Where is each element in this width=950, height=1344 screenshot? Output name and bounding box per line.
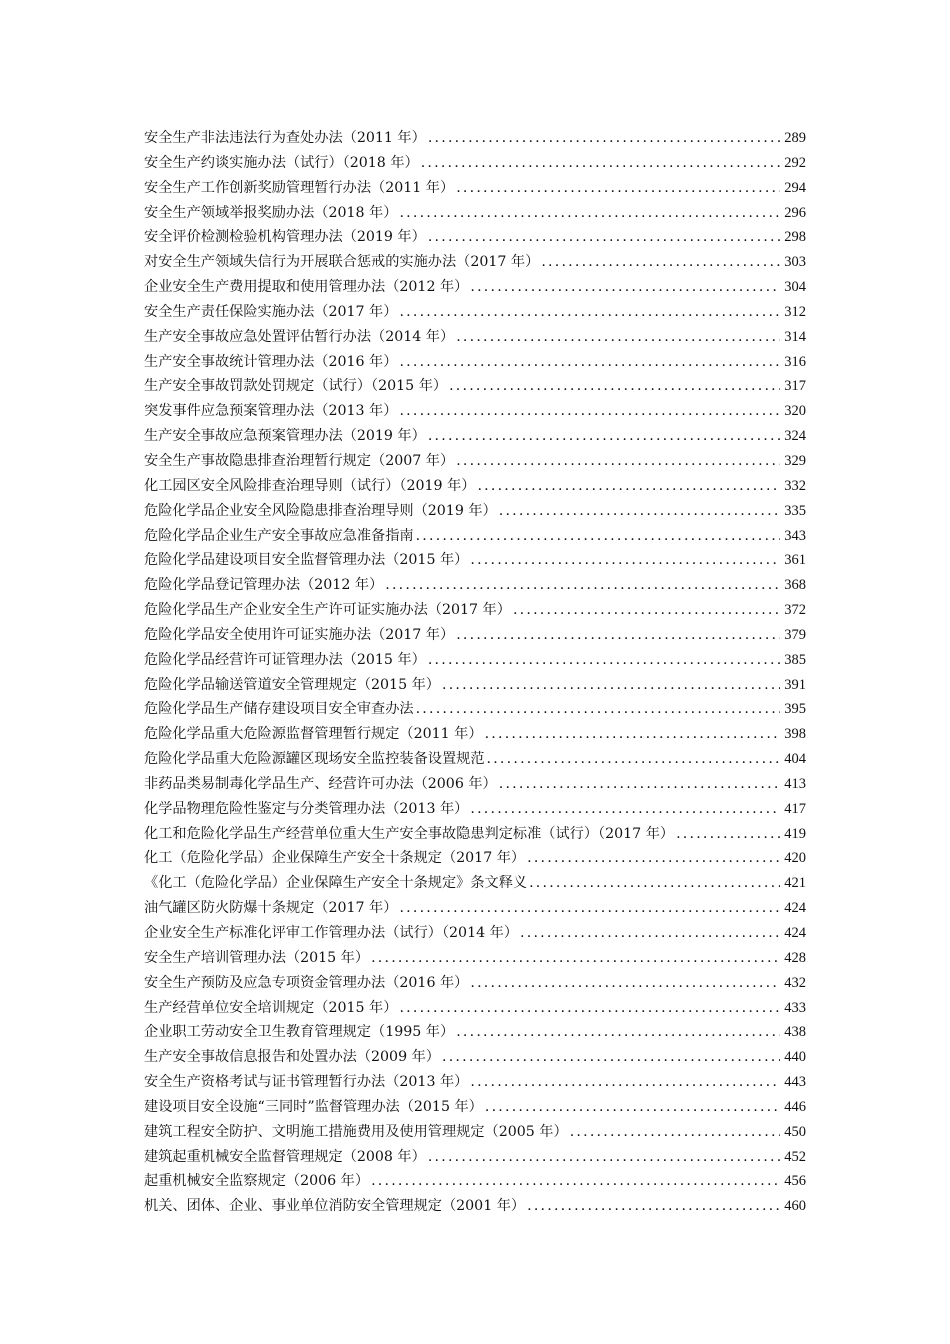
toc-entry-title: 危险化学品重大危险源监督管理暂行规定（2011 年） [144, 726, 483, 743]
toc-entry-page-number: 294 [784, 179, 806, 196]
toc-leader-dots [527, 871, 780, 896]
toc-leader-dots [369, 946, 780, 971]
toc-leader-dots [440, 1045, 780, 1070]
toc-entry[interactable] [144, 201, 806, 226]
toc-leader-dots [454, 176, 780, 201]
toc-entry-title: 安全生产事故隐患排查治理暂行规定（2007 年） [144, 452, 455, 469]
toc-entry[interactable] [144, 797, 806, 822]
toc-entry[interactable] [144, 524, 806, 549]
toc-entry[interactable] [144, 747, 806, 772]
toc-entry-page-number: 379 [784, 626, 806, 643]
toc-entry-page-number: 312 [784, 303, 806, 320]
toc-entry-title: 危险化学品企业生产安全事故应急准备指南 [144, 527, 414, 544]
toc-entry-page-number: 304 [784, 279, 806, 296]
toc-entry[interactable] [144, 697, 806, 722]
toc-entry-page-number: 324 [784, 428, 806, 445]
toc-leader-dots [525, 846, 780, 871]
toc-entry[interactable] [144, 971, 806, 996]
toc-entry[interactable] [144, 1045, 806, 1070]
toc-entry-page-number: 420 [784, 850, 806, 867]
toc-entry-page-number: 372 [784, 602, 806, 619]
toc-leader-dots [475, 474, 780, 499]
toc-leader-dots [440, 673, 780, 698]
toc-entry-page-number: 332 [784, 477, 806, 494]
toc-entry-title: 《化工（危险化学品）企业保障生产安全十条规定》条文释义 [144, 875, 528, 892]
toc-entry[interactable] [144, 648, 806, 673]
toc-entry[interactable] [144, 449, 806, 474]
toc-entry-title: 安全生产工作创新奖励管理暂行办法（2011 年） [144, 179, 455, 196]
toc-entry-page-number: 395 [784, 701, 806, 718]
toc-entry-title: 安全生产领域举报奖励办法（2018 年） [144, 204, 398, 221]
toc-entry-page-number: 417 [784, 800, 806, 817]
toc-entry-title: 生产安全事故应急预案管理办法（2019 年） [144, 428, 426, 445]
toc-entry-title: 危险化学品重大危险源罐区现场安全监控装备设置规范 [144, 751, 485, 768]
toc-entry[interactable] [144, 573, 806, 598]
toc-leader-dots [397, 896, 780, 921]
toc-entry-page-number: 438 [784, 1024, 806, 1041]
toc-entry[interactable] [144, 921, 806, 946]
toc-entry-title: 安全生产非法违法行为查处办法（2011 年） [144, 130, 426, 146]
toc-entry[interactable] [144, 1194, 806, 1219]
toc-entry[interactable] [144, 772, 806, 797]
toc-entry-title: 化工园区安全风险排查治理导则（试行）（2019 年） [144, 477, 476, 494]
toc-entry-title: 对安全生产领域失信行为开展联合惩戒的实施办法（2017 年） [144, 254, 540, 271]
toc-entry[interactable] [144, 598, 806, 623]
toc-entry-page-number: 296 [784, 204, 806, 221]
table-of-contents [144, 126, 806, 1219]
toc-entry[interactable] [144, 1020, 806, 1045]
toc-entry-page-number: 413 [784, 775, 806, 792]
toc-leader-dots [426, 126, 780, 151]
toc-entry-page-number: 343 [784, 527, 806, 544]
toc-entry-title: 起重机械安全监察规定（2006 年） [144, 1173, 370, 1190]
toc-entry-title: 安全生产资格考试与证书管理暂行办法（2013 年） [144, 1074, 469, 1091]
toc-leader-dots [468, 971, 780, 996]
toc-entry[interactable] [144, 374, 806, 399]
toc-leader-dots [539, 250, 780, 275]
toc-entry[interactable] [144, 399, 806, 424]
toc-entry[interactable] [144, 499, 806, 524]
toc-entry[interactable] [144, 176, 806, 201]
toc-entry-title: 化学品物理危险性鉴定与分类管理办法（2013 年） [144, 800, 469, 817]
toc-entry[interactable] [144, 822, 806, 847]
toc-leader-dots [468, 275, 780, 300]
toc-entry-page-number: 303 [784, 254, 806, 271]
toc-entry[interactable] [144, 424, 806, 449]
toc-entry[interactable] [144, 946, 806, 971]
toc-leader-dots [426, 424, 780, 449]
toc-entry[interactable] [144, 548, 806, 573]
toc-entry-page-number: 432 [784, 974, 806, 991]
toc-entry-page-number: 424 [784, 900, 806, 917]
toc-entry-title: 机关、团体、企业、事业单位消防安全管理规定（2001 年） [144, 1198, 526, 1215]
toc-leader-dots [369, 1169, 780, 1194]
toc-leader-dots [454, 449, 780, 474]
toc-leader-dots [525, 1194, 780, 1219]
toc-leader-dots [483, 722, 780, 747]
toc-entry-title: 突发事件应急预案管理办法（2013 年） [144, 403, 398, 420]
toc-leader-dots [497, 772, 780, 797]
toc-entry-title: 建筑工程安全防护、文明施工措施费用及使用管理规定（2005 年） [144, 1123, 568, 1140]
toc-entry-title: 生产安全事故信息报告和处置办法（2009 年） [144, 1049, 440, 1066]
toc-entry[interactable] [144, 250, 806, 275]
toc-entry[interactable] [144, 1145, 806, 1170]
toc-entry-page-number: 289 [784, 130, 806, 146]
toc-entry[interactable] [144, 896, 806, 921]
toc-entry[interactable] [144, 474, 806, 499]
toc-leader-dots [397, 399, 780, 424]
toc-entry-page-number: 460 [784, 1198, 806, 1215]
toc-entry-page-number: 292 [784, 154, 806, 171]
toc-entry-title: 化工和危险化学品生产经营单位重大生产安全事故隐患判定标准（试行）（2017 年） [144, 825, 675, 842]
toc-entry-page-number: 314 [784, 328, 806, 345]
toc-leader-dots [511, 598, 780, 623]
toc-entry-page-number: 398 [784, 726, 806, 743]
toc-entry-title: 安全生产约谈实施办法（试行）（2018 年） [144, 154, 419, 171]
toc-leader-dots [454, 325, 780, 350]
toc-entry-page-number: 385 [784, 651, 806, 668]
toc-entry[interactable] [144, 300, 806, 325]
toc-entry-page-number: 450 [784, 1123, 806, 1140]
toc-leader-dots [454, 1020, 780, 1045]
toc-entry-page-number: 361 [784, 552, 806, 569]
toc-entry-page-number: 443 [784, 1074, 806, 1091]
toc-entry-title: 危险化学品建设项目安全监督管理办法（2015 年） [144, 552, 469, 569]
toc-entry[interactable] [144, 1169, 806, 1194]
toc-leader-dots [426, 1145, 780, 1170]
toc-entry[interactable] [144, 225, 806, 250]
toc-leader-dots [497, 499, 780, 524]
toc-entry-title: 安全生产责任保险实施办法（2017 年） [144, 303, 398, 320]
toc-entry-title: 企业安全生产标准化评审工作管理办法（试行）（2014 年） [144, 925, 519, 941]
toc-leader-dots [397, 996, 780, 1021]
toc-leader-dots [518, 921, 780, 946]
toc-entry-title: 安全评价检测检验机构管理办法（2019 年） [144, 229, 426, 246]
toc-leader-dots [568, 1120, 780, 1145]
toc-entry[interactable] [144, 722, 806, 747]
toc-entry-title: 危险化学品企业安全风险隐患排查治理导则（2019 年） [144, 502, 497, 519]
toc-entry-page-number: 440 [784, 1049, 806, 1066]
toc-entry[interactable] [144, 151, 806, 176]
toc-entry-page-number: 335 [784, 502, 806, 519]
toc-entry-title: 安全生产预防及应急专项资金管理办法（2016 年） [144, 974, 469, 991]
toc-leader-dots [468, 797, 780, 822]
toc-entry[interactable] [144, 126, 806, 151]
toc-entry-title: 企业安全生产费用提取和使用管理办法（2012 年） [144, 279, 469, 296]
toc-entry-page-number: 452 [784, 1148, 806, 1165]
toc-leader-dots [447, 374, 780, 399]
toc-leader-dots [419, 151, 780, 176]
toc-leader-dots [414, 697, 780, 722]
toc-entry-title: 建筑起重机械安全监督管理规定（2008 年） [144, 1148, 426, 1165]
toc-leader-dots [383, 573, 780, 598]
toc-leader-dots [426, 225, 780, 250]
toc-entry-title: 非药品类易制毒化学品生产、经营许可办法（2006 年） [144, 775, 497, 792]
toc-leader-dots [454, 623, 780, 648]
toc-entry[interactable] [144, 350, 806, 375]
toc-leader-dots [397, 300, 780, 325]
toc-leader-dots [485, 747, 780, 772]
toc-entry[interactable] [144, 996, 806, 1021]
toc-entry-title: 危险化学品经营许可证管理办法（2015 年） [144, 651, 426, 668]
toc-entry-page-number: 428 [784, 949, 806, 966]
toc-entry-title: 危险化学品登记管理办法（2012 年） [144, 577, 384, 594]
toc-entry-page-number: 446 [784, 1098, 806, 1115]
toc-entry[interactable] [144, 1120, 806, 1145]
toc-leader-dots [397, 201, 780, 226]
toc-entry-page-number: 404 [784, 751, 806, 768]
toc-entry-title: 化工（危险化学品）企业保障生产安全十条规定（2017 年） [144, 850, 526, 867]
toc-entry-page-number: 317 [784, 378, 806, 395]
toc-entry[interactable] [144, 871, 806, 896]
toc-entry[interactable] [144, 673, 806, 698]
toc-entry-title: 安全生产培训管理办法（2015 年） [144, 949, 370, 966]
toc-entry-page-number: 298 [784, 229, 806, 246]
toc-entry-page-number: 456 [784, 1173, 806, 1190]
toc-entry[interactable] [144, 325, 806, 350]
toc-entry-title: 生产安全事故应急处置评估暂行办法（2014 年） [144, 328, 455, 345]
toc-entry[interactable] [144, 275, 806, 300]
toc-entry-title: 危险化学品生产企业安全生产许可证实施办法（2017 年） [144, 602, 511, 619]
toc-entry[interactable] [144, 623, 806, 648]
toc-leader-dots [468, 1070, 780, 1095]
toc-entry-title: 企业职工劳动安全卫生教育管理规定（1995 年） [144, 1024, 455, 1041]
toc-entry-title: 生产经营单位安全培训规定（2015 年） [144, 999, 398, 1016]
toc-entry-title: 建设项目安全设施“三同时”监督管理办法（2015 年） [144, 1098, 483, 1115]
toc-leader-dots [483, 1095, 780, 1120]
toc-entry-page-number: 368 [784, 577, 806, 594]
toc-entry-title: 危险化学品输送管道安全管理规定（2015 年） [144, 676, 440, 693]
toc-entry[interactable] [144, 1095, 806, 1120]
toc-entry-title: 油气罐区防火防爆十条规定（2017 年） [144, 900, 398, 917]
toc-entry-title: 危险化学品安全使用许可证实施办法（2017 年） [144, 626, 455, 643]
toc-leader-dots [397, 350, 780, 375]
toc-leader-dots [674, 822, 780, 847]
toc-entry-page-number: 320 [784, 403, 806, 420]
toc-entry-title: 生产安全事故统计管理办法（2016 年） [144, 353, 398, 370]
toc-leader-dots [414, 524, 780, 549]
toc-leader-dots [426, 648, 780, 673]
toc-entry-page-number: 424 [784, 925, 806, 941]
toc-entry-page-number: 391 [784, 676, 806, 693]
toc-entry[interactable] [144, 1070, 806, 1095]
toc-entry-title: 危险化学品生产储存建设项目安全审查办法 [144, 701, 414, 718]
toc-entry-page-number: 421 [784, 875, 806, 892]
toc-entry-page-number: 433 [784, 999, 806, 1016]
toc-entry-page-number: 316 [784, 353, 806, 370]
toc-entry-page-number: 419 [784, 825, 806, 842]
toc-entry-title: 生产安全事故罚款处罚规定（试行）（2015 年） [144, 378, 448, 395]
toc-entry-page-number: 329 [784, 452, 806, 469]
toc-leader-dots [468, 548, 780, 573]
toc-entry[interactable] [144, 846, 806, 871]
